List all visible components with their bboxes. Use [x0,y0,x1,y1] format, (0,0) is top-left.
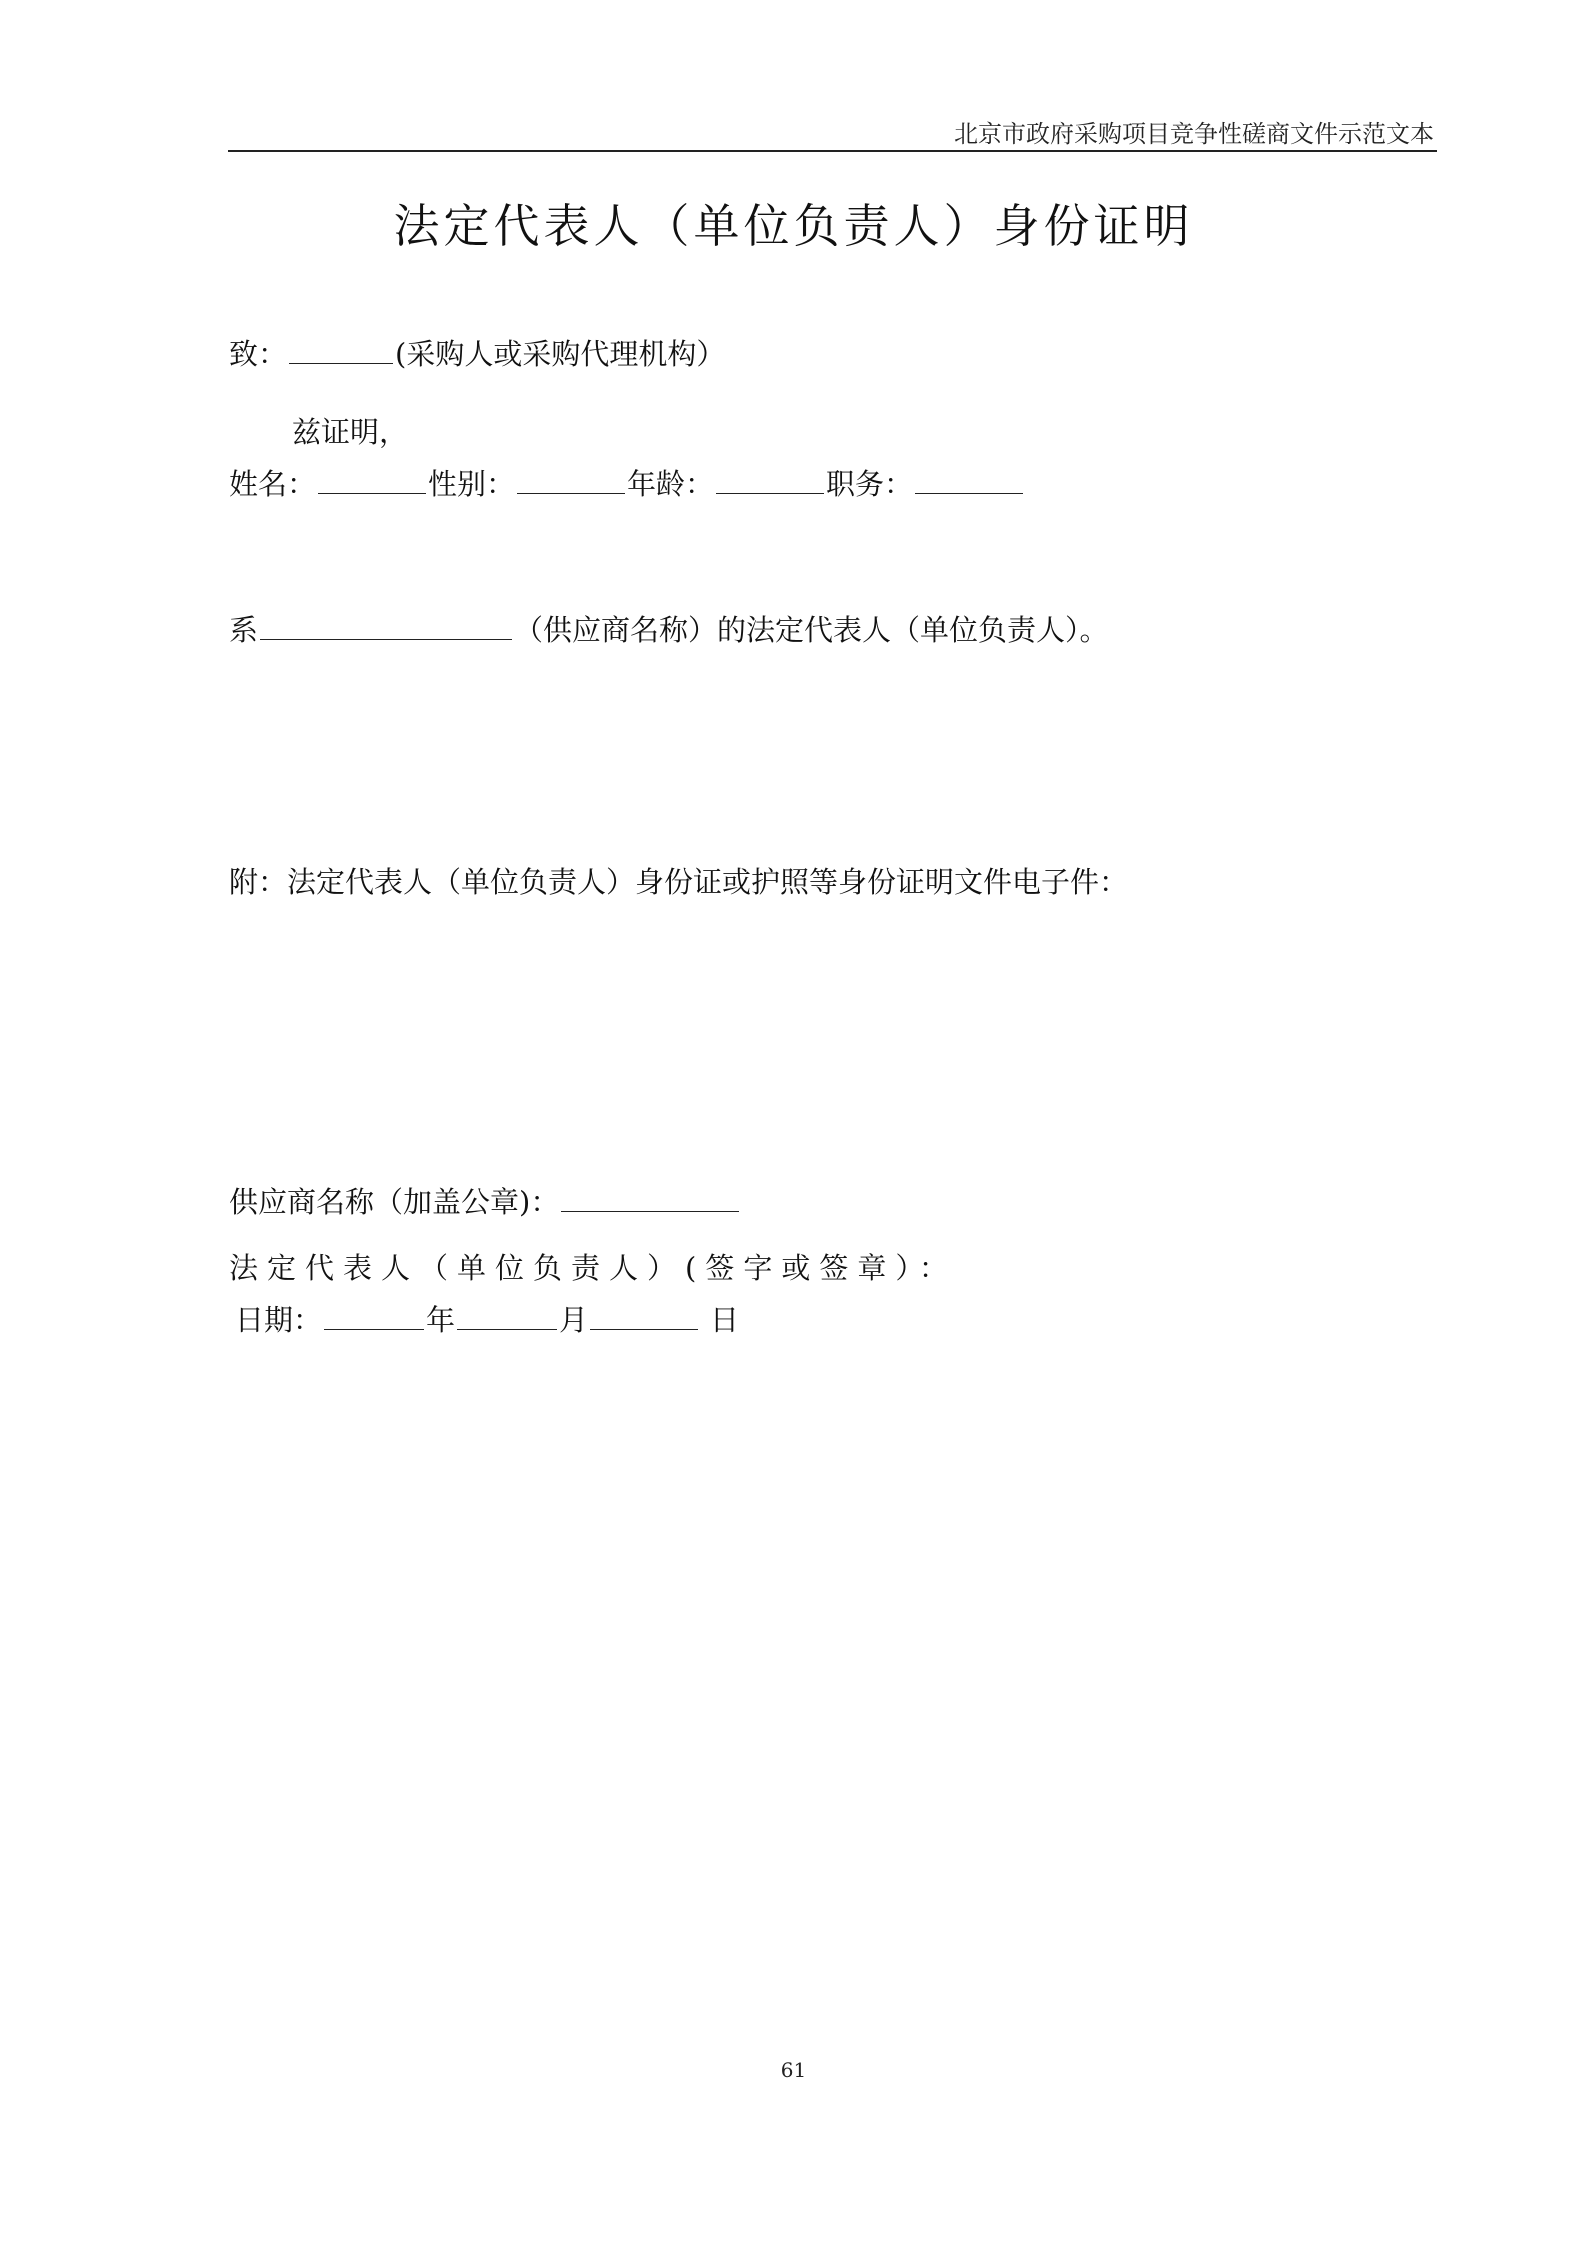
addressee-suffix: (采购人或采购代理机构） [395,337,726,371]
supplier-seal-blank [561,1183,739,1212]
day-label: 日 [710,1303,740,1337]
supplier-seal-line [229,1182,741,1222]
personal-fields-line [229,464,1025,504]
year-label: 年 [426,1303,456,1337]
name-label: 姓名： [229,467,317,501]
representative-signature-line: 法定代表人（单位负责人）(签字或签章）： [229,1251,957,1285]
year-blank [324,1301,424,1330]
gender-label: 性别： [428,467,516,501]
supplier-name-blank [260,611,512,640]
month-label: 月 [559,1303,589,1337]
age-blank [716,465,824,494]
addressee-blank [289,335,393,364]
supplier-seal-label: 供应商名称（加盖公章)： [229,1185,560,1219]
statement-suffix: （供应商名称）的法定代表人（单位负责人）。 [514,613,1109,647]
header-divider [228,150,1437,152]
document-title: 法定代表人（单位负责人）身份证明 [393,199,1194,253]
date-label: 日期： [235,1303,323,1337]
statement-line [229,610,1109,650]
name-blank [318,465,426,494]
page-number: 61 [780,2058,807,2082]
month-blank [457,1301,557,1330]
date-line [235,1300,739,1340]
gender-blank [517,465,625,494]
addressee-line [229,334,725,374]
statement-prefix: 系 [229,613,259,647]
attachment-line: 附：法定代表人（单位负责人）身份证或护照等身份证明文件电子件： [229,865,1129,899]
position-label: 职务： [826,467,914,501]
header-title: 北京市政府采购项目竞争性磋商文件示范文本 [954,120,1434,148]
certify-line: 兹证明， [292,415,409,449]
day-blank [590,1301,698,1330]
addressee-prefix: 致： [229,337,288,371]
age-label: 年龄： [627,467,715,501]
position-blank [915,465,1023,494]
